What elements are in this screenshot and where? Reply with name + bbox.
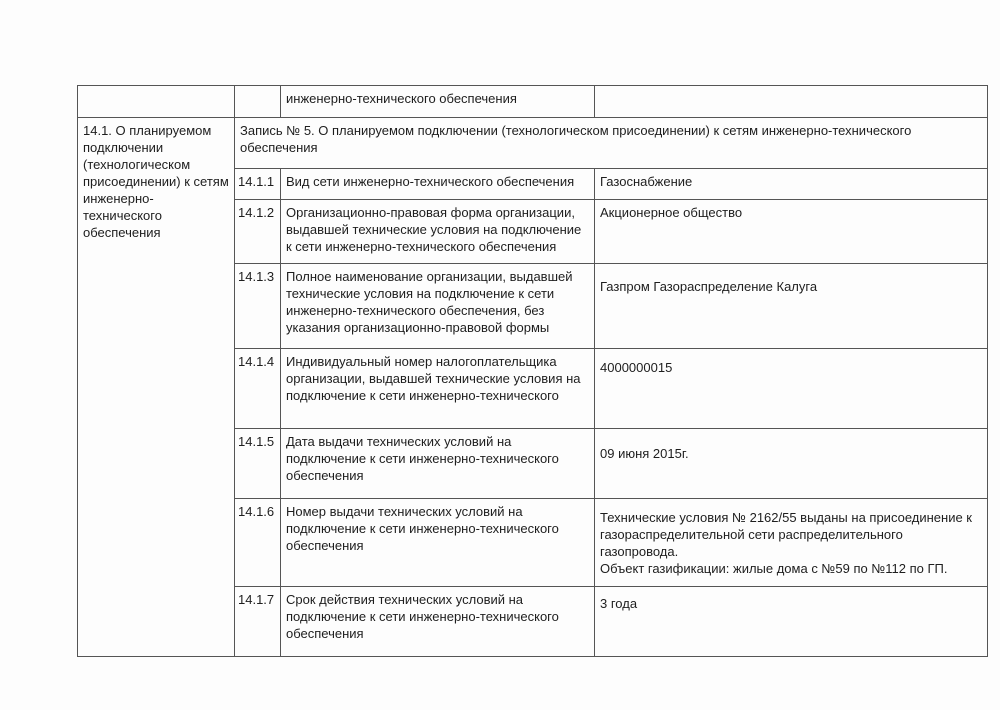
row-value: Газпром Газораспределение Калуга — [595, 264, 988, 349]
row-value: Газоснабжение — [595, 169, 988, 200]
row-value-text: Технические условия № 2162/55 выданы на присоединение к газораспределительной сети распределительного газопровода. — [600, 510, 972, 559]
cell-empty — [78, 86, 235, 118]
row-label: Организационно-правовая форма организации, выдавшей технические условия на подключение к сети инженерно-технического обеспечения — [281, 200, 595, 264]
row-value: Акционерное общество — [595, 200, 988, 264]
section-title: 14.1. О планируемом подключении (технологическом присоединении) к сетям инженерно-технического обеспечения — [78, 118, 235, 657]
row-value: 3 года — [595, 587, 988, 657]
row-number: 14.1.2 — [235, 200, 281, 264]
document-table — [77, 85, 988, 657]
cell-label: инженерно-технического обеспечения — [281, 86, 595, 118]
row-number: 14.1.1 — [235, 169, 281, 200]
row-label: Индивидуальный номер налогоплательщика организации, выдавшей технические условия на подключение к сети инженерно-технического — [281, 349, 595, 429]
row-label: Номер выдачи технических условий на подключение к сети инженерно-технического обеспечения — [281, 499, 595, 587]
row-value — [595, 499, 988, 587]
row-number: 14.1.6 — [235, 499, 281, 587]
table-row — [78, 118, 988, 169]
table-row — [78, 86, 988, 118]
row-number: 14.1.7 — [235, 587, 281, 657]
row-number: 14.1.5 — [235, 429, 281, 499]
row-value-text: Объект газификации: жилые дома с №59 по №112 по ГП. — [600, 561, 948, 576]
row-number: 14.1.4 — [235, 349, 281, 429]
row-number: 14.1.3 — [235, 264, 281, 349]
row-label: Вид сети инженерно-технического обеспечения — [281, 169, 595, 200]
row-value: 4000000015 — [595, 349, 988, 429]
row-label: Полное наименование организации, выдавшей технические условия на подключение к сети инженерно-технического обеспечения, без указания организационно-правовой формы — [281, 264, 595, 349]
row-value: 09 июня 2015г. — [595, 429, 988, 499]
record-title: Запись № 5. О планируемом подключении (технологическом присоединении) к сетям инженерно-технического обеспечения — [235, 118, 988, 169]
row-label: Дата выдачи технических условий на подключение к сети инженерно-технического обеспечения — [281, 429, 595, 499]
cell-empty — [235, 86, 281, 118]
cell-empty — [595, 86, 988, 118]
row-label: Срок действия технических условий на подключение к сети инженерно-технического обеспечения — [281, 587, 595, 657]
